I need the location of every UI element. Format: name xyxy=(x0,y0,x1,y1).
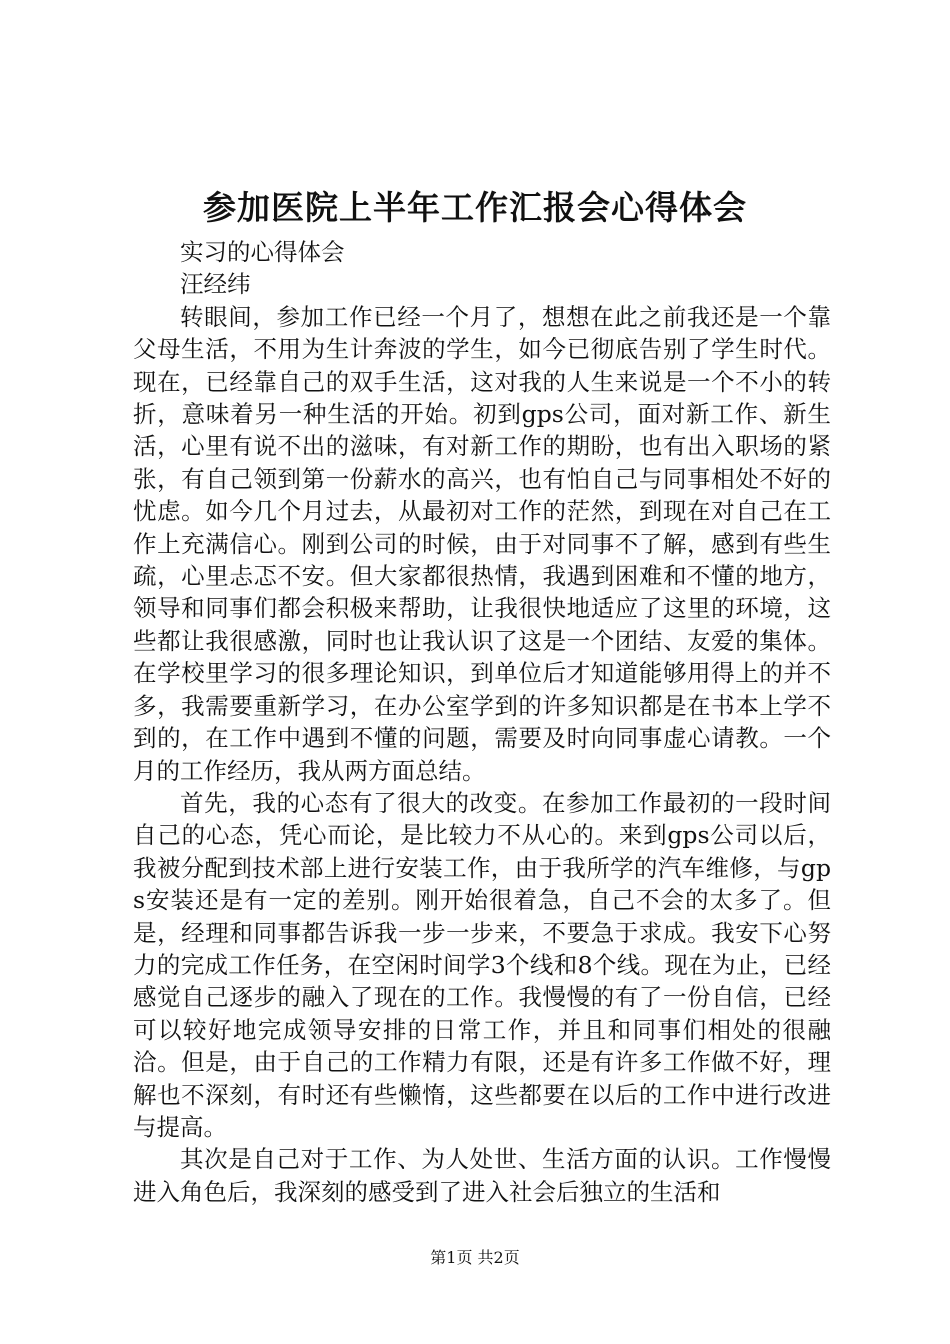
document-body xyxy=(133,236,831,1208)
subtitle-line: 实习的心得体会 xyxy=(180,238,345,266)
document-title: 参加医院上半年工作汇报会心得体会 xyxy=(203,188,747,227)
paragraph: 转眼间，参加工作已经一个月了，想想在此之前我还是一个靠父母生活，不用为生计奔波的学生，如今已彻底告别了学生时代。现在，已经靠自己的双手生活，这对我的人生来说是一个不小的转折，意味着另一种生活的开始。初到gps公司，面对新工作、新生活，心里有说不出的滋味，有对新工作的期盼，也有出入职场的紧张，有自己领到第一份薪水的高兴，也有怕自己与同事相处不好的忧虑。如今几个月过去，从最初对工作的茫然，到现在对自己在工作上充满信心。刚到公司的时候，由于对同事不了解，感到有些生疏，心里忐忑不安。但大家都很热情，我遇到困难和不懂的地方，领导和同事们都会积极来帮助，让我很快地适应了这里的环境，这些都让我很感激，同时也让我认识了这是一个团结、友爱的集体。在学校里学习的很多理论知识，到单位后才知道能够用得上的并不多，我需要重新学习，在办公室学到的许多知识都是在书本上学不到的，在工作中遇到不懂的问题，需要及时向同事虚心请教。一个月的工作经历，我从两方面总结。 xyxy=(133,302,831,785)
paragraph: 首先，我的心态有了很大的改变。在参加工作最初的一段时间自己的心态，凭心而论，是比较力不从心的。来到gps公司以后，我被分配到技术部上进行安装工作，由于我所学的汽车维修，与gps安装还是有一定的差别。刚开始很着急，自己不会的太多了。但是，经理和同事都告诉我一步一步来，不要急于求成。我安下心努力的完成工作任务，在空闲时间学3个线和8个线。现在为止，已经感觉自己逐步的融入了现在的工作。我慢慢的有了一份自信，已经可以较好地完成领导安排的日常工作，并且和同事们相处的很融洽。但是，由于自己的工作精力有限，还是有许多工作做不好，理解也不深刻，有时还有些懒惰，这些都要在以后的工作中进行改进与提高。 xyxy=(133,788,831,1141)
author-line: 汪经纬 xyxy=(180,270,251,299)
page-footer: 第1页 共2页 xyxy=(430,1248,520,1267)
paragraph: 其次是自己对于工作、为人处世、生活方面的认识。工作慢慢进入角色后，我深刻的感受到了进入社会后独立的生活和 xyxy=(133,1145,831,1206)
